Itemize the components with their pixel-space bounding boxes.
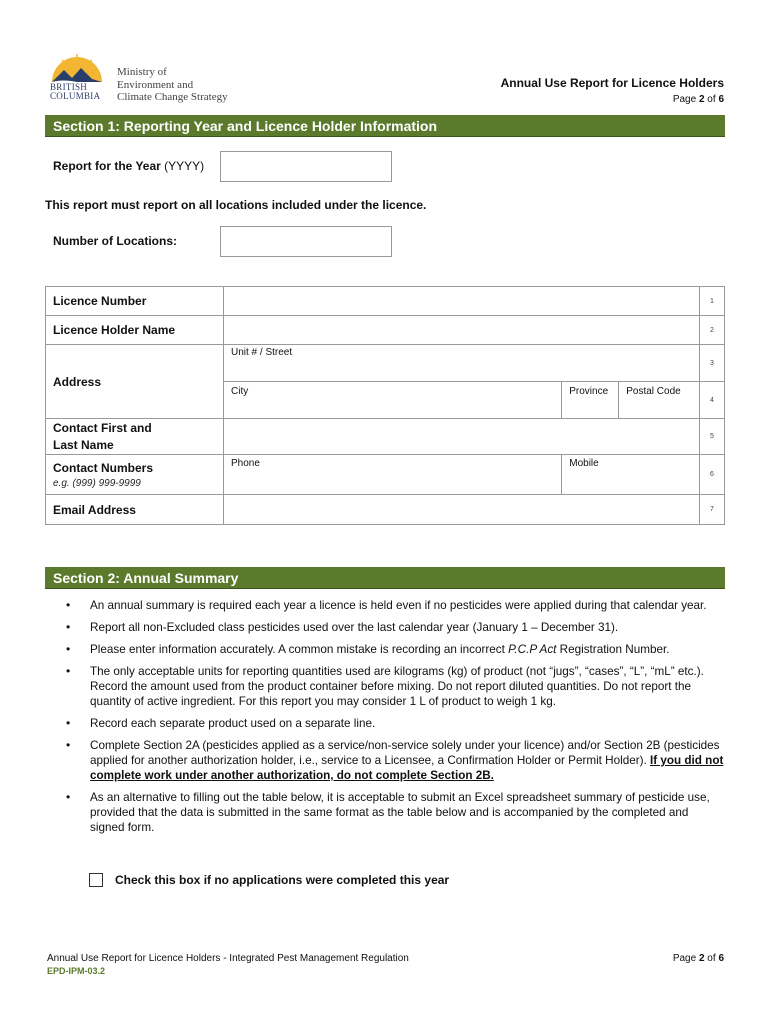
bullet-text: Registration Number. <box>556 643 670 656</box>
row-number: 6 <box>700 455 725 495</box>
row-number: 7 <box>700 495 725 525</box>
section1-title: Section 1: Reporting Year and Licence Holder Information <box>45 115 725 137</box>
phone-input[interactable] <box>224 455 562 495</box>
page-of: of <box>704 94 719 105</box>
licence-number-label: Licence Number <box>46 287 224 316</box>
contact-name-line: Last Name <box>53 437 114 452</box>
footer-page-indicator <box>673 953 724 964</box>
licence-holder-table <box>45 286 725 525</box>
contact-numbers-label <box>46 455 224 495</box>
page-current: 2 <box>698 953 705 964</box>
locations-label: Number of Locations: <box>53 234 178 248</box>
address-label: Address <box>46 345 224 419</box>
form-code: EPD-IPM-03.2 <box>47 966 106 976</box>
bullet-text: An annual summary is required each year a licence is held even if no pesticides were applied during that calendar year. <box>90 599 707 612</box>
annual-summary-bullets <box>62 598 726 842</box>
postal-code-input[interactable] <box>619 382 700 419</box>
licence-holder-name-label: Licence Holder Name <box>46 316 224 345</box>
page-indicator <box>673 94 724 105</box>
table-row <box>46 287 725 316</box>
row-number: 3 <box>700 345 725 382</box>
province-label: Province <box>569 386 609 397</box>
list-item <box>62 642 726 657</box>
bullet-emphasis: P.C.P Act <box>508 643 557 656</box>
no-applications-checkbox[interactable] <box>89 873 103 887</box>
ministry-name <box>117 66 228 104</box>
email-input[interactable] <box>224 495 700 525</box>
bullet-strong: If you did not complete work under another authorization, do not complete Section 2B. <box>90 754 724 782</box>
list-item <box>62 790 726 835</box>
phone-format-hint: e.g. (999) 999-9999 <box>53 477 141 489</box>
list-item <box>62 716 726 731</box>
page-of: of <box>704 953 719 964</box>
street-label: Unit # / Street <box>231 347 293 358</box>
contact-numbers-title: Contact Numbers <box>53 460 154 475</box>
bullet-text: Report all non-Excluded class pesticides used over the last calendar year (January 1 – December 31). <box>90 621 619 634</box>
row-number: 2 <box>700 316 725 345</box>
row-number: 5 <box>700 419 725 455</box>
ministry-line: Climate Change Strategy <box>117 91 228 103</box>
bullet-text: The only acceptable units for reporting quantities used are kilograms (kg) of product (not “jugs”, “cases”, “L”, “mL” etc.). Record the amount used from the product container before mixing. Do not report diluted quantities. Do not report the quantity of active ingredient. For this report you may consider 1 L of product to weigh 1 kg. <box>90 665 704 708</box>
page-current: 2 <box>698 94 705 105</box>
logo-line: COLUMBIA <box>50 91 101 101</box>
logo-wordmark <box>50 83 100 101</box>
document-title: Annual Use Report for Licence Holders <box>500 76 724 90</box>
bullet-text: Record each separate product used on a separate line. <box>90 717 376 730</box>
city-label: City <box>231 386 249 397</box>
table-row <box>46 495 725 525</box>
licence-number-input[interactable] <box>224 287 700 316</box>
list-item <box>62 620 726 635</box>
city-input[interactable] <box>224 382 562 419</box>
contact-name-line: Contact First and <box>53 420 152 435</box>
row-number: 4 <box>700 382 725 419</box>
page-total: 6 <box>718 94 724 105</box>
ministry-line: Ministry of <box>117 66 167 78</box>
logo-line: BRITISH <box>50 82 88 92</box>
year-label-bold: Report for the Year <box>53 159 161 173</box>
licence-holder-name-input[interactable] <box>224 316 700 345</box>
mobile-label: Mobile <box>569 458 599 469</box>
locations-notice: This report must report on all locations included under the licence. <box>45 198 427 212</box>
email-label: Email Address <box>46 495 224 525</box>
locations-input[interactable] <box>220 226 392 257</box>
list-item <box>62 598 726 613</box>
table-row <box>46 316 725 345</box>
table-row <box>46 455 725 495</box>
contact-name-label <box>46 419 224 455</box>
list-item <box>62 664 726 709</box>
page-prefix: Page <box>672 953 699 964</box>
phone-label: Phone <box>231 458 260 469</box>
street-input[interactable] <box>224 345 700 382</box>
list-item <box>62 738 726 783</box>
province-input[interactable] <box>562 382 619 419</box>
page-total: 6 <box>718 953 724 964</box>
page-prefix: Page <box>672 94 699 105</box>
bullet-text: Please enter information accurately. A common mistake is recording an incorrect <box>90 643 509 656</box>
contact-name-input[interactable] <box>224 419 700 455</box>
section2-title: Section 2: Annual Summary <box>45 567 725 589</box>
mobile-input[interactable] <box>562 455 700 495</box>
year-label <box>53 159 204 173</box>
ministry-line: Environment and <box>117 78 194 91</box>
bullet-text: Complete Section 2A (pesticides applied as a service/non-service solely under your licence) and/or Section 2B (pesticides applied for another authorization holder, i.e., service to a Licensee, a Confirmation Holder or Permit Holder). <box>90 739 720 767</box>
year-label-hint: (YYYY) <box>160 159 205 173</box>
row-number: 1 <box>700 287 725 316</box>
no-applications-label: Check this box if no applications were completed this year <box>115 873 450 887</box>
table-row <box>46 345 725 382</box>
footer-title: Annual Use Report for Licence Holders - Integrated Pest Management Regulation <box>47 953 409 964</box>
table-row <box>46 419 725 455</box>
postal-code-label: Postal Code <box>626 386 681 397</box>
year-input[interactable] <box>220 151 392 182</box>
bullet-text: As an alternative to filling out the table below, it is acceptable to submit an Excel spreadsheet summary of pesticide use, provided that the data is submitted in the same format as the table below and is accompanied by the completed and signed form. <box>90 791 710 834</box>
